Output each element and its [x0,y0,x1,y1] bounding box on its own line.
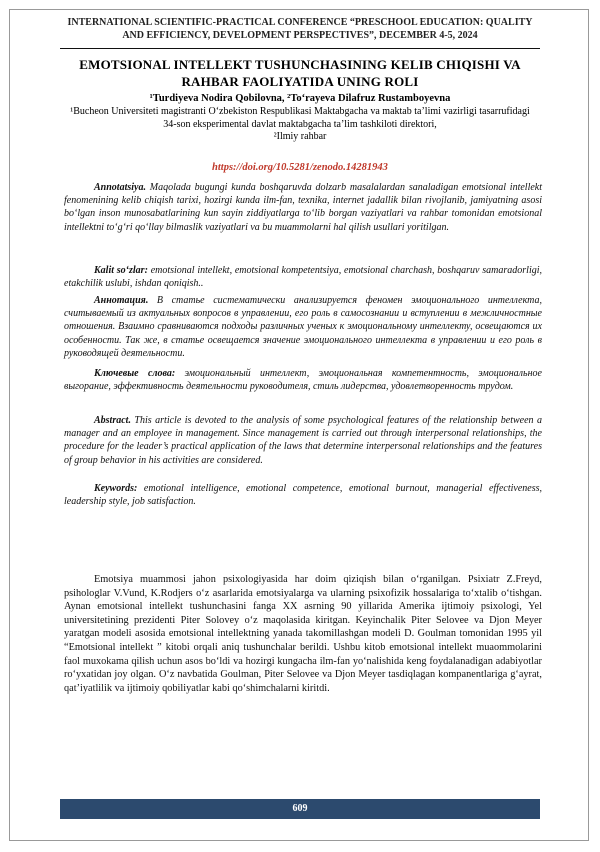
keywords-english [64,482,542,508]
annotation-uzbek-label: Annotatsiya. [94,182,146,193]
affiliation-2: ²Ilmiy rahbar [273,131,327,142]
page-number: 609 [292,803,308,814]
article-title: EMOTSIONAL INTELLEKT TUSHUNCHASINING KELIB CHIQISHI VA RAHBAR FAOLIYATIDA UNING ROLI [79,57,521,89]
annotation-uzbek-text: Maqolada bugungi kunda boshqaruvda dolzarb masalalardan sanaladigan emotsional intellekt fenomenining kelib chiqish tarixi, hozirgi kunda ilm-fan, texnika, internet jadallik bilan rivojlanib, jamiyatning asosi bo‘lgan inson munosabatlarining kun sayin ziddiyatlarga to‘lib borgan vaziyatlari va rahbar tomonidan emotsional intellektni to‘g‘ri qo‘llay bilmaslik vaziyatlari va bu muammolarni hal qilish usullari yoritilgan. [64,182,542,233]
keywords-uzbek-label: Kalit so‘zlar: [94,265,148,276]
abstract-english-label: Abstract. [94,415,131,426]
keywords-english-label: Keywords: [94,483,138,494]
annotation-russian [64,294,542,360]
annotation-uzbek [64,181,542,234]
keywords-russian [64,367,542,393]
abstract-english-text: This article is devoted to the analysis of some psychological features of the relationship between a manager and an employee in management. Since management is carried out through interpersonal relationships, the procedure for the leader’s practical application of the laws that determine interpersonal relationships and the features of group behavior in his activities are considered. [64,415,542,466]
keywords-uzbek [64,264,542,290]
keywords-english-text: emotional intelligence, emotional competence, emotional burnout, managerial effectiveness, leadership style, job satisfaction. [64,483,542,508]
body-paragraph-1: Emotsiya muammosi jahon psixologiyasida har doim qiziqish bilan o‘rganilgan. Psixiatr Z.Freyd, psihologlar V.Vund, K.Rodjers o‘z asarlarida emotsiyalarga va ularning psixofizik hossalariga to‘xtalib o‘tishgan. Aynan emotsional intellekt tushunchasini fanga XX asrning 90 yillarida Amerika ijtimoiy psixologi, Yel universitetining prezidenti Piter Solovey o‘z maqolasida kiritgan. Keyinchalik Piter Selovee va Djon Meyer yaratgan modeli asosida emotsional intellektning yanada takomillashgan modeli D. Goulman tomonidan 1995 yil “Emotsional intellekt ” kitobi orqali aniq tushunchalar berildi. Ushbu kitob emotsional intellekt muaommolarini faol muxokama qilish uchun asos bo‘ldi va hozirgi kungacha ilm-fan yo‘nalishida keng foydalanadigan adabiyotlar ro‘yxatidan joy olgan. O‘z navbatida Goulman, Piter Selovee va Djon Meyer tasdiqlagan kompanentlariga g‘ayrat, qat’iyatlilik va ijtimoiy qobiliyatlar kabi qo‘shimchalarni kiritdi. [64,574,542,694]
conference-header: INTERNATIONAL SCIENTIFIC-PRACTICAL CONFERENCE “PRESCHOOL EDUCATION: QUALITY AND EFFICIENCY, DEVELOPMENT PERSPECTIVES”, DECEMBER 4-5, 2024 [67,17,533,41]
doi-link[interactable]: https://doi.org/10.5281/zenodo.14281943 [212,162,388,173]
affiliation-1: ¹Bucheon Universiteti magistranti O‘zbekiston Respublikasi Maktabgacha va maktab ta’limi vazirligi tasarrufidagi 34-son eksperimental davlat maktabgacha ta’lim tashkiloti direktori, [70,106,530,130]
abstract-english [64,414,542,467]
header-divider [60,48,540,49]
keywords-russian-text: эмоциональный интеллект, эмоциональная компетентность, эмоциональное выгорание, эффективность деятельности руководителя, стиль лидерства, удовлетворенность трудом. [64,368,542,393]
article-authors: ¹Turdiyeva Nodira Qobilovna, ²To‘rayeva Dilafruz Rustamboyevna [149,93,451,104]
annotation-russian-text: В статье систематически анализируется феномен эмоционального интеллекта, считываемый из актуальных вопросов в управлении, его роль в самосознании и вступлении в межличностные отношения. Взаимно сравниваются подходы различных ученых к эмоциональному интеллекту, освещаются их особенности. Так же, в статье освещается значение эмоционального интеллекта в управлении и его роль в руководящей деятельности. [64,295,542,359]
keywords-uzbek-text: emotsional intellekt, emotsional kompetentsiya, emotsional charchash, boshqaruv samaradorligi, etakchilik uslubi, ishdan qoniqish.. [64,265,542,290]
author-affiliations [70,106,530,144]
annotation-russian-label: Аннотация. [94,295,149,306]
keywords-russian-label: Ключевые слова: [94,368,176,379]
